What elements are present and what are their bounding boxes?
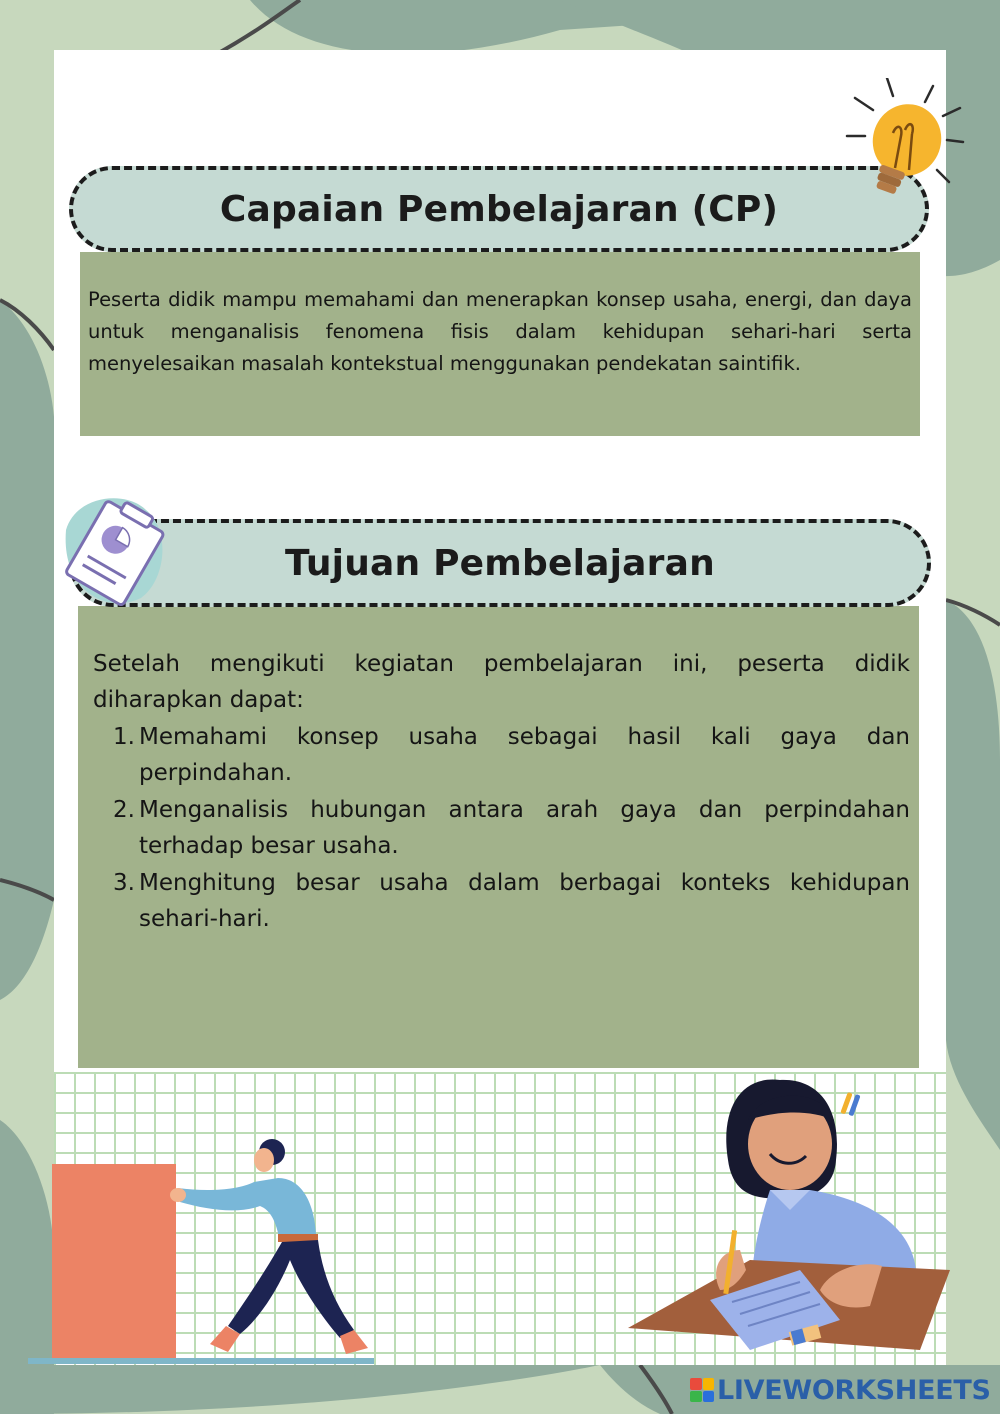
list-text: Menganalisis hubungan antara arah gaya dan perpindahan terhadap besar usaha.: [139, 797, 910, 859]
watermark: [690, 1374, 991, 1406]
list-item: [93, 719, 910, 791]
tp-title: Tujuan Pembelajaran: [285, 542, 715, 584]
list-number: 3.: [113, 870, 135, 896]
light-bulb-icon: [845, 78, 965, 208]
tp-intro: Setelah mengikuti kegiatan pembelajaran ini, peserta didik diharapkan dapat:: [93, 651, 910, 713]
list-number: 2.: [113, 797, 135, 823]
cp-text: Peserta didik mampu memahami dan menerapkan konsep usaha, energi, dan daya untuk menganalisis fenomena fisis dalam kehidupan sehari-hari serta menyelesaikan masalah kontekstual menggunakan pendekatan saintifik.: [88, 288, 912, 375]
list-item: [93, 792, 910, 864]
list-text: Menghitung besar usaha dalam berbagai konteks kehidupan sehari-hari.: [139, 870, 910, 932]
tp-objectives-list: [93, 719, 910, 937]
tp-panel: [78, 606, 919, 1068]
cp-panel: [80, 252, 920, 436]
list-text: Memahami konsep usaha sebagai hasil kali gaya dan perpindahan.: [139, 724, 910, 786]
list-item: [93, 865, 910, 937]
cp-heading-banner: [69, 166, 929, 252]
cp-title: Capaian Pembelajaran (CP): [219, 188, 779, 230]
liveworksheets-logo-icon: [690, 1378, 714, 1402]
person-pushing-box-illustration: [28, 1130, 378, 1366]
list-number: 1.: [113, 724, 135, 750]
student-writing-illustration: [620, 1070, 950, 1365]
tp-heading-banner: [69, 519, 931, 607]
clipboard-chart-icon: [46, 490, 176, 610]
watermark-text: LIVEWORKSHEETS: [717, 1374, 991, 1406]
